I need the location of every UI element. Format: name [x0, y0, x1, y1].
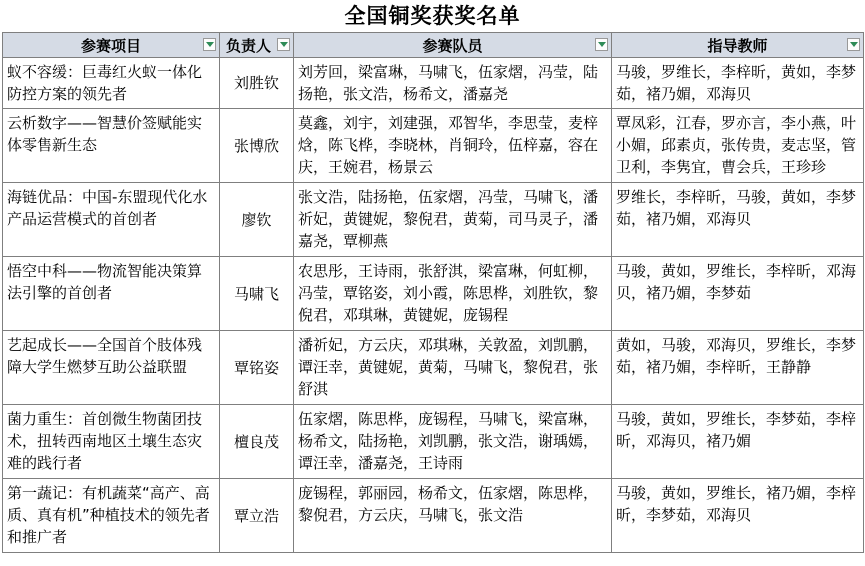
column-header-team — [294, 33, 612, 58]
project-cell[interactable]: 云析数字——智慧价签赋能实体零售新生态 — [3, 109, 220, 183]
leader-cell[interactable]: 马啸飞 — [220, 257, 294, 331]
advisors-cell[interactable]: 覃凤彩，江春，罗亦言，李小燕，叶小媚，邱素贞，张传贵，麦志坚，管卫利，李隽宜，曹会兵，王珍珍 — [612, 109, 864, 183]
project-cell[interactable]: 菌力重生：首创微生物菌团技术，扭转西南地区土壤生态灾难的践行者 — [3, 405, 220, 479]
header-row — [3, 33, 864, 58]
table-row — [3, 331, 864, 405]
project-cell[interactable]: 蚁不容缓：巨毒红火蚁一体化防控方案的领先者 — [3, 58, 220, 109]
filter-dropdown-icon[interactable] — [595, 38, 608, 51]
table-row — [3, 183, 864, 257]
project-cell[interactable]: 悟空中科——物流智能决策算法引擎的首创者 — [3, 257, 220, 331]
leader-cell[interactable]: 张博欣 — [220, 109, 294, 183]
advisors-cell[interactable]: 黄如，马骏，邓海贝，罗维长，李梦茹，褚乃媚，李梓昕，王静静 — [612, 331, 864, 405]
filter-dropdown-icon[interactable] — [277, 38, 290, 51]
team-cell[interactable]: 刘芳回，梁富琳，马啸飞，伍家熠，冯莹，陆扬艳，张文浩，杨希文，潘嘉尧 — [294, 58, 612, 109]
leader-cell[interactable]: 覃立浩 — [220, 479, 294, 553]
table-row — [3, 109, 864, 183]
column-header-leader-label: 负责人 — [226, 36, 272, 55]
table-row — [3, 479, 864, 553]
project-cell[interactable]: 海链优品：中国-东盟现代化水产品运营模式的首创者 — [3, 183, 220, 257]
team-cell[interactable]: 伍家熠，陈思桦，庞锡程，马啸飞，梁富琳，杨希文，陆扬艳，刘凯鹏，张文浩，谢瑀嫣，谭汪幸，潘嘉尧，王诗雨 — [294, 405, 612, 479]
column-header-advisors-label: 指导教师 — [707, 36, 768, 55]
team-cell[interactable]: 潘祈妃，方云庆，邓琪琳，关敦盈，刘凯鹏，谭汪幸，黄键妮，黄菊，马啸飞，黎倪君，张舒淇 — [294, 331, 612, 405]
table-row — [3, 58, 864, 109]
column-header-advisors — [612, 33, 864, 58]
team-cell[interactable]: 农思彤，王诗雨，张舒淇，梁富琳，何虹柳，冯莹，覃铭姿，刘小霞，陈思桦，刘胜钦，黎倪君，邓琪琳，黄键妮，庞锡程 — [294, 257, 612, 331]
award-table — [2, 32, 864, 553]
leader-cell[interactable]: 覃铭姿 — [220, 331, 294, 405]
advisors-cell[interactable]: 马骏，黄如，罗维长，褚乃媚，李梓昕，李梦茹，邓海贝 — [612, 479, 864, 553]
filter-dropdown-icon[interactable] — [847, 38, 860, 51]
leader-cell[interactable]: 檀良茂 — [220, 405, 294, 479]
column-header-project-label: 参赛项目 — [80, 36, 141, 55]
project-cell[interactable]: 第一蔬记：有机蔬菜“高产、高质、真有机”种植技术的领先者和推广者 — [3, 479, 220, 553]
column-header-project — [3, 33, 220, 58]
leader-cell[interactable]: 廖钦 — [220, 183, 294, 257]
filter-dropdown-icon[interactable] — [203, 38, 216, 51]
column-header-leader — [220, 33, 294, 58]
project-cell[interactable]: 艺起成长——全国首个肢体残障大学生燃梦互助公益联盟 — [3, 331, 220, 405]
advisors-cell[interactable]: 罗维长，李梓昕，马骏，黄如，李梦茹，褚乃媚，邓海贝 — [612, 183, 864, 257]
column-header-team-label: 参赛队员 — [422, 36, 483, 55]
table-row — [3, 405, 864, 479]
advisors-cell[interactable]: 马骏，黄如，罗维长，李梓昕，邓海贝，褚乃媚，李梦茹 — [612, 257, 864, 331]
page-title: 全国铜奖获奖名单 — [344, 4, 521, 28]
advisors-cell[interactable]: 马骏，黄如，罗维长，李梦茹，李梓昕，邓海贝，褚乃媚 — [612, 405, 864, 479]
team-cell[interactable]: 莫鑫，刘宇，刘建强，邓智华，李思莹，麦梓焓，陈飞桦，李晓林，肖铜玲，伍梓嘉，容在庆，王婉君，杨景云 — [294, 109, 612, 183]
team-cell[interactable]: 庞锡程，郭丽园，杨希文，伍家熠，陈思桦，黎倪君，方云庆，马啸飞，张文浩 — [294, 479, 612, 553]
advisors-cell[interactable]: 马骏，罗维长，李梓昕，黄如，李梦茹，褚乃媚，邓海贝 — [612, 58, 864, 109]
table-row — [3, 257, 864, 331]
team-cell[interactable]: 张文浩，陆扬艳，伍家熠，冯莹，马啸飞，潘祈妃，黄键妮，黎倪君，黄菊，司马灵子，潘嘉尧，覃柳燕 — [294, 183, 612, 257]
leader-cell[interactable]: 刘胜钦 — [220, 58, 294, 109]
